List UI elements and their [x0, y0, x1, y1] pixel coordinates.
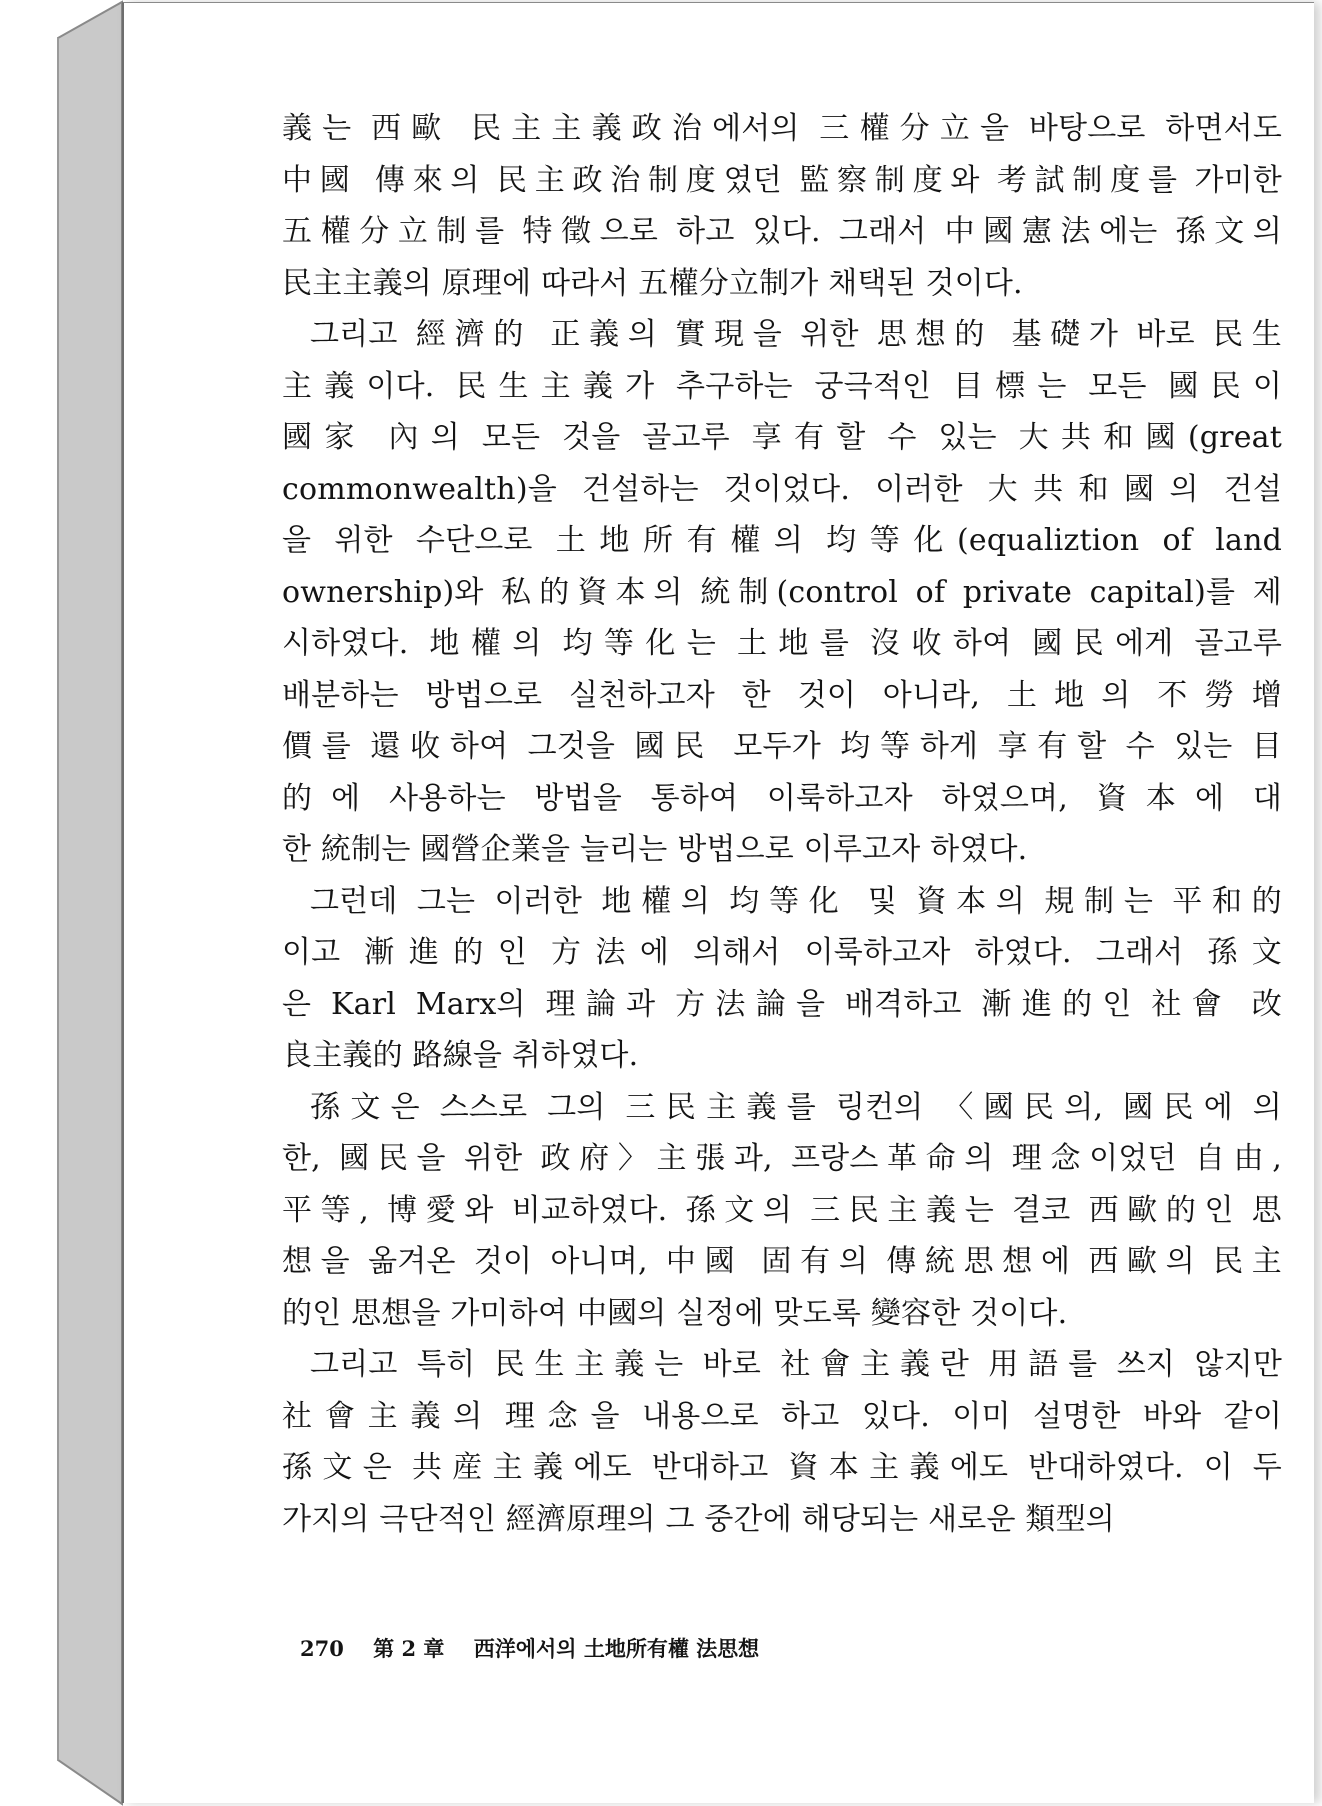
paragraph — [282, 309, 1282, 876]
text-line: 的인 思想을 가미하여 中國의 실정에 맞도록 變容한 것이다. — [282, 1295, 1068, 1331]
text-line: 한, 國民을 위한 政府〉主張과, 프랑스革命의 理念이었던 自由, — [282, 1141, 1282, 1176]
text-line: 平等, 博愛와 비교하였다. 孫文의 三民主義는 결코 西歐的인 思 — [282, 1192, 1282, 1228]
text-line: 中國 傳來의 民主政治制度였던 監察制度와 考試制度를 가미한 — [282, 162, 1282, 198]
text-line: 的에 사용하는 방법을 통하여 이룩하고자 하였으며, 資本에 대 — [282, 780, 1282, 816]
text-line: 五權分立制를 特徵으로 하고 있다. 그래서 中國憲法에는 孫文의 — [282, 214, 1282, 249]
text-line: 國家 內의 모든 것을 골고루 享有할 수 있는 大共和國(great — [282, 420, 1282, 455]
text-line: 想을 옮겨온 것이 아니며, 中國 固有의 傳統思想에 西歐의 民主 — [282, 1244, 1282, 1279]
text-line: 그런데 그는 이러한 地權의 均等化 및 資本의 規制는 平和的 — [310, 883, 1282, 919]
text-line: 主義이다. 民生主義가 추구하는 궁극적인 目標는 모든 國民이 — [282, 368, 1282, 404]
text-line: 배분하는 방법으로 실천하고자 한 것이 아니라, 土地의 不勞增 — [282, 677, 1282, 713]
text-line: 한 統制는 國營企業을 늘리는 방법으로 이루고자 하였다. — [282, 832, 1028, 867]
text-line: ownership)와 私的資本의 統制(control of private capital)를 제 — [282, 574, 1282, 610]
paragraph — [282, 1339, 1282, 1545]
text-line: 義는 西歐 民主主義政治에서의 三權分立을 바탕으로 하면서도 — [282, 111, 1282, 146]
paragraph — [282, 876, 1282, 1082]
body-text — [282, 103, 1282, 1545]
chapter-label: 第 2 章 — [373, 1636, 445, 1661]
text-line: 民主主義의 原理에 따라서 五權分立制가 채택된 것이다. — [282, 265, 1023, 301]
paragraph — [282, 103, 1282, 309]
text-line: 이고 漸進的인 方法에 의해서 이룩하고자 하였다. 그래서 孫文 — [282, 935, 1282, 970]
text-line: 社會主義의 理念을 내용으로 하고 있다. 이미 설명한 바와 같이 — [282, 1398, 1282, 1434]
chapter-title: 西洋에서의 土地所有權 法思想 — [473, 1636, 760, 1661]
text-line: 孫文은 스스로 그의 三民主義를 링컨의 〈國民의, 國民에 의 — [310, 1089, 1282, 1125]
text-line: 그리고 특히 民生主義는 바로 社會主義란 用語를 쓰지 않지만 — [310, 1347, 1282, 1382]
text-line: 그리고 經濟的 正義의 實現을 위한 思想的 基礎가 바로 民生 — [310, 317, 1282, 352]
text-line: 價를 還收하여 그것을 國民 모두가 均等하게 享有할 수 있는 目 — [282, 729, 1282, 764]
text-line: commonwealth)을 건설하는 것이었다. 이러한 大共和國의 건설 — [282, 471, 1282, 507]
text-line: 良主義的 路線을 취하였다. — [282, 1038, 639, 1073]
text-line: 은 Karl Marx의 理論과 方法論을 배격하고 漸進的인 社會 改 — [282, 986, 1282, 1022]
paragraph — [282, 1082, 1282, 1340]
page-number: 270 — [300, 1636, 344, 1661]
page-footer — [300, 1633, 781, 1663]
text-line: 孫文은 共産主義에도 반대하고 資本主義에도 반대하였다. 이 두 — [282, 1450, 1282, 1485]
text-line: 을 위한 수단으로 土地所有權의 均等化(equaliztion of land — [282, 523, 1282, 558]
text-line: 가지의 극단적인 經濟原理의 그 중간에 해당되는 새로운 類型의 — [282, 1501, 1115, 1537]
book-page — [122, 2, 1314, 1803]
text-line: 시하였다. 地權의 均等化는 土地를 沒收하여 國民에게 골고루 — [282, 626, 1282, 661]
